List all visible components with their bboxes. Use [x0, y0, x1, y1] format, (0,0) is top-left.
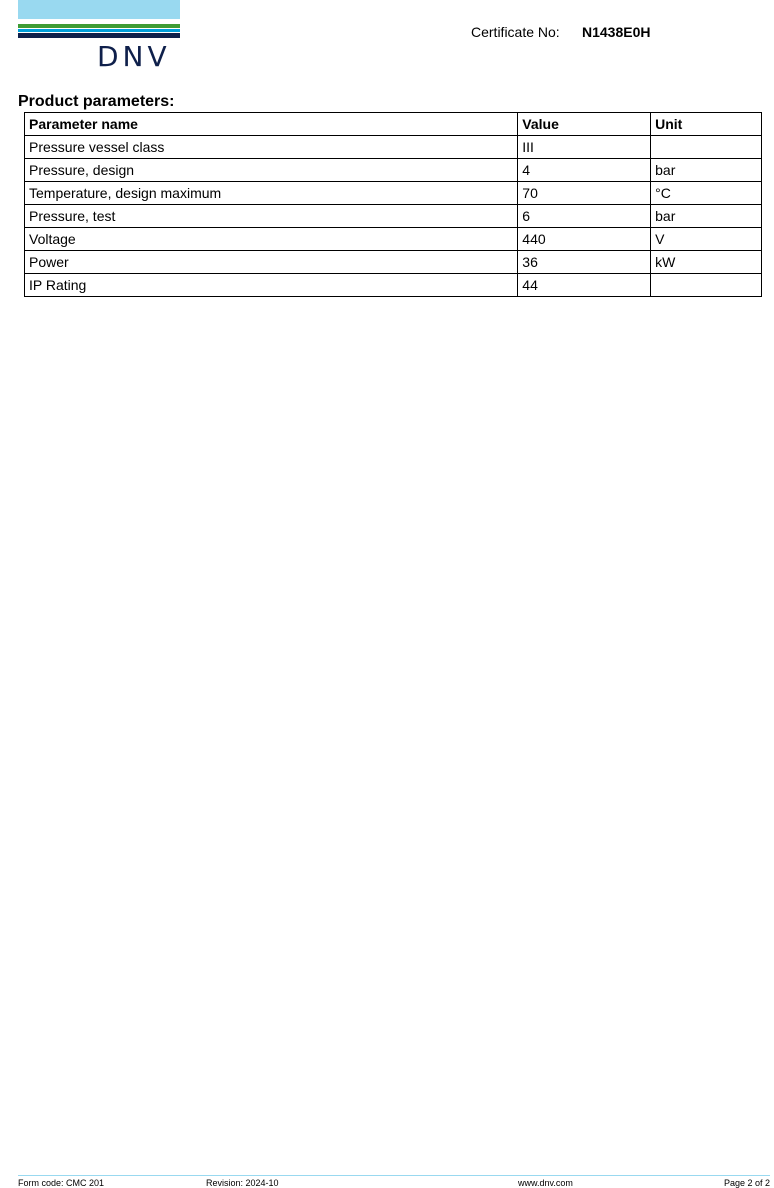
logo-sky-band [18, 0, 180, 19]
table-row [25, 159, 762, 182]
parameter-name-cell: IP Rating [25, 274, 518, 297]
parameter-name-cell: Temperature, design maximum [25, 182, 518, 205]
table-row [25, 136, 762, 159]
value-cell: 36 [518, 251, 651, 274]
footer-revision: Revision: 2024-10 [206, 1178, 279, 1188]
unit-cell: bar [651, 159, 762, 182]
value-cell: 440 [518, 228, 651, 251]
table-header-row [25, 113, 762, 136]
unit-cell: kW [651, 251, 762, 274]
certificate-number: N1438E0H [582, 24, 651, 40]
parameter-name-cell: Pressure, test [25, 205, 518, 228]
table-row [25, 228, 762, 251]
value-cell: 6 [518, 205, 651, 228]
table-row [25, 274, 762, 297]
section-title: Product parameters: [18, 93, 175, 110]
unit-cell: bar [651, 205, 762, 228]
column-header-value: Value [518, 113, 651, 136]
footer-divider [18, 1175, 770, 1176]
logo-teal-band [18, 29, 180, 32]
parameter-name-cell: Pressure, design [25, 159, 518, 182]
dnv-logo [18, 0, 180, 72]
unit-cell: V [651, 228, 762, 251]
unit-cell: °C [651, 182, 762, 205]
footer-page-number: Page 2 of 2 [723, 1178, 770, 1188]
certificate-number-block [471, 24, 651, 40]
value-cell: 70 [518, 182, 651, 205]
footer-website: www.dnv.com [518, 1178, 573, 1188]
certificate-label: Certificate No: [471, 24, 560, 40]
footer-form-code: Form code: CMC 201 [18, 1178, 105, 1188]
unit-cell [651, 136, 762, 159]
column-header-parameter: Parameter name [25, 113, 518, 136]
value-cell: 44 [518, 274, 651, 297]
parameter-name-cell: Power [25, 251, 518, 274]
logo-green-band [18, 24, 180, 28]
table-row [25, 205, 762, 228]
column-header-unit: Unit [651, 113, 762, 136]
logo-wordmark: DNV [97, 40, 171, 73]
value-cell: 4 [518, 159, 651, 182]
value-cell: III [518, 136, 651, 159]
table-row [25, 182, 762, 205]
logo-navy-band [18, 33, 180, 38]
unit-cell [651, 274, 762, 297]
product-parameters-table [24, 112, 762, 297]
parameter-name-cell: Voltage [25, 228, 518, 251]
parameter-name-cell: Pressure vessel class [25, 136, 518, 159]
table-row [25, 251, 762, 274]
